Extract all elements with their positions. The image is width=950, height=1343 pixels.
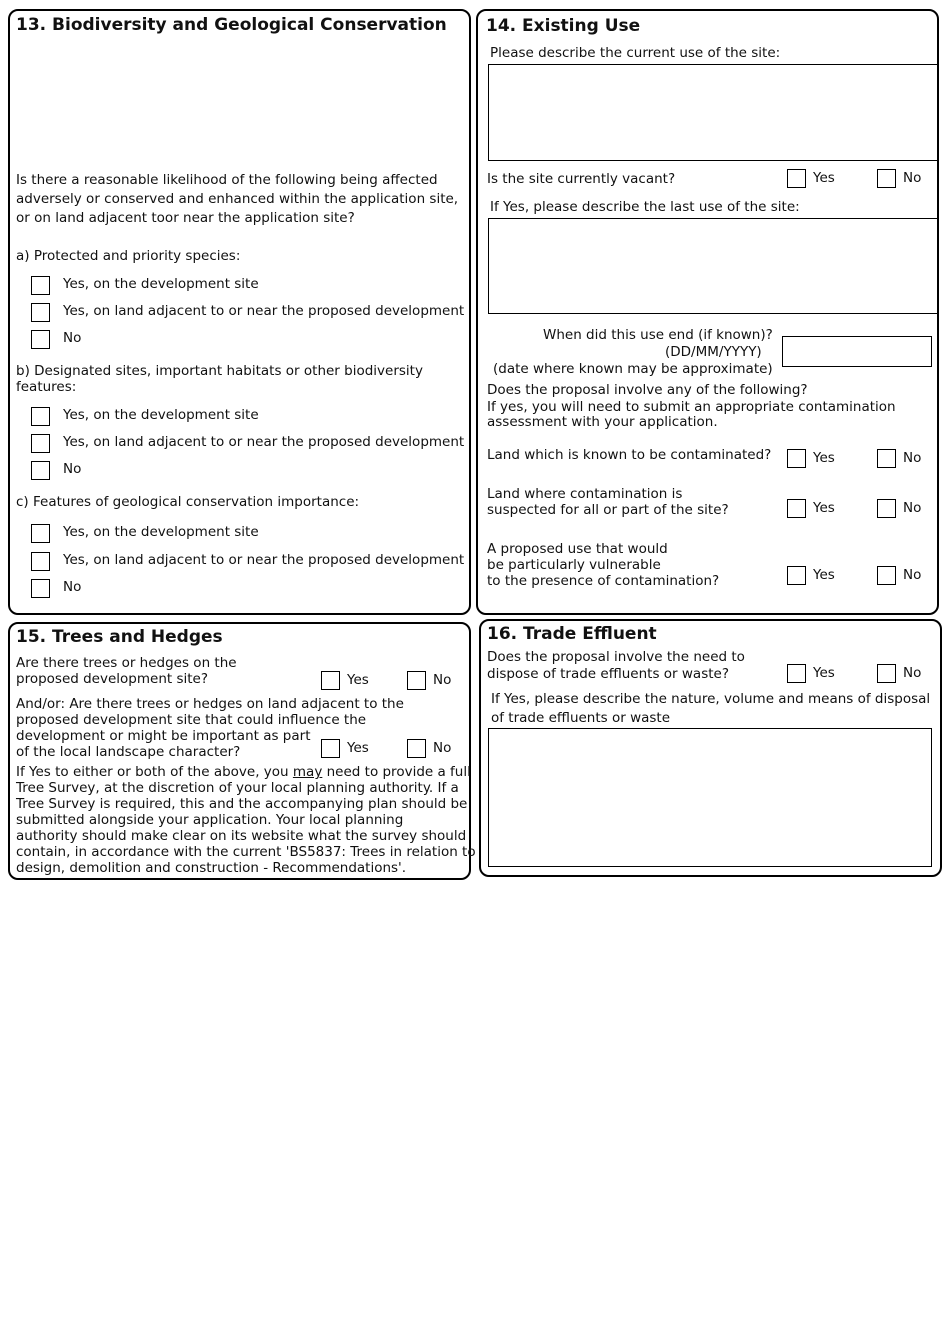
s16-describe-label: of trade effluents or waste — [491, 710, 671, 726]
s13-a-adjacent-label: Yes, on land adjacent to or near the proposed development — [63, 303, 465, 319]
s14-q1-yes-checkbox[interactable] — [787, 449, 806, 468]
s14-vacant-no-label: No — [903, 170, 922, 186]
s14-end-format: (DD/MM/YYYY) — [665, 344, 762, 360]
s16-describe-textarea[interactable] — [488, 728, 932, 867]
s15-note-line: Tree Survey, at the discretion of your local planning authority. If a — [16, 780, 459, 796]
s14-q1-no-checkbox[interactable] — [877, 449, 896, 468]
s13-a-no-label: No — [63, 330, 82, 346]
s15-q2-yes-label: Yes — [347, 740, 369, 756]
s14-contam-note: If yes, you will need to submit an appropriate contamination — [487, 399, 896, 415]
s16-yes-label: Yes — [813, 665, 835, 681]
s14-vacant-yes-label: Yes — [813, 170, 835, 186]
s15-q1-label: Are there trees or hedges on the — [16, 655, 237, 671]
section-16-title: 16. Trade Effluent — [487, 624, 657, 644]
s15-note-line: authority should make clear on its website what the survey should — [16, 828, 467, 844]
s14-q1-no-label: No — [903, 450, 922, 466]
s13-b-label: features: — [16, 379, 77, 395]
s13-c-no-label: No — [63, 579, 82, 595]
s13-c-label: c) Features of geological conservation importance: — [16, 494, 360, 510]
s16-describe-label: If Yes, please describe the nature, volume and means of disposal — [491, 691, 931, 707]
s15-q2-yes-checkbox[interactable] — [321, 739, 340, 758]
s16-q-label: dispose of trade effluents or waste? — [487, 666, 730, 682]
s14-end-note: (date where known may be approximate) — [493, 361, 773, 377]
s15-q1-no-checkbox[interactable] — [407, 671, 426, 690]
s15-note-line: Tree Survey is required, this and the accompanying plan should be — [16, 796, 468, 812]
s13-a-label: a) Protected and priority species: — [16, 248, 241, 264]
s14-q1-label: Land which is known to be contaminated? — [487, 447, 772, 463]
s14-contam-note: assessment with your application. — [487, 414, 718, 430]
s15-q2-label: development or might be important as part — [16, 728, 311, 744]
s13-b-no-label: No — [63, 461, 82, 477]
s14-q3-label: to the presence of contamination? — [487, 573, 720, 589]
s15-q1-label: proposed development site? — [16, 671, 209, 687]
s14-q3-label: be particularly vulnerable — [487, 557, 661, 573]
s13-b-site-label: Yes, on the development site — [63, 407, 259, 423]
s14-q3-yes-label: Yes — [813, 567, 835, 583]
s13-c-site-checkbox[interactable] — [31, 524, 50, 543]
s13-b-adjacent-checkbox[interactable] — [31, 434, 50, 453]
s15-note-line: contain, in accordance with the current 'BS5837: Trees in relation to — [16, 844, 476, 860]
s14-vacant-label: Is the site currently vacant? — [487, 171, 676, 187]
s13-b-no-checkbox[interactable] — [31, 461, 50, 480]
s14-end-label: When did this use end (if known)? — [543, 327, 773, 343]
s16-yes-checkbox[interactable] — [787, 664, 806, 683]
section-15-title: 15. Trees and Hedges — [16, 627, 223, 647]
s14-q2-yes-checkbox[interactable] — [787, 499, 806, 518]
s13-a-site-checkbox[interactable] — [31, 276, 50, 295]
s13-a-adjacent-checkbox[interactable] — [31, 303, 50, 322]
s15-note-line — [16, 764, 471, 780]
s14-current-use-label: Please describe the current use of the site: — [490, 45, 781, 61]
s14-q3-no-checkbox[interactable] — [877, 566, 896, 585]
s13-a-site-label: Yes, on the development site — [63, 276, 259, 292]
s15-note-line: submitted alongside your application. Your local planning — [16, 812, 404, 828]
s13-b-label: b) Designated sites, important habitats or other biodiversity — [16, 363, 423, 379]
s16-q-label: Does the proposal involve the need to — [487, 649, 745, 665]
s14-q2-yes-label: Yes — [813, 500, 835, 516]
s13-c-adjacent-checkbox[interactable] — [31, 552, 50, 571]
s15-q1-no-label: No — [433, 672, 452, 688]
s14-q3-yes-checkbox[interactable] — [787, 566, 806, 585]
s15-note-post: need to provide a full — [322, 764, 471, 780]
s14-vacant-no-checkbox[interactable] — [877, 169, 896, 188]
s13-b-adjacent-label: Yes, on land adjacent to or near the proposed development — [63, 434, 465, 450]
s14-q2-no-label: No — [903, 500, 922, 516]
s14-q2-label: suspected for all or part of the site? — [487, 502, 729, 518]
s14-last-use-label: If Yes, please describe the last use of the site: — [490, 199, 800, 215]
section-13-title: 13. Biodiversity and Geological Conservation — [16, 15, 447, 35]
s14-end-date-input[interactable] — [782, 336, 932, 367]
s13-a-no-checkbox[interactable] — [31, 330, 50, 349]
s13-b-site-checkbox[interactable] — [31, 407, 50, 426]
s15-note-line: design, demolition and construction - Recommendations'. — [16, 860, 407, 876]
s15-q2-label: proposed development site that could influence the — [16, 712, 367, 728]
s15-note-pre: If Yes to either or both of the above, you — [16, 764, 293, 780]
s15-note-may: may — [292, 764, 323, 780]
s15-q1-yes-label: Yes — [347, 672, 369, 688]
s15-q2-no-checkbox[interactable] — [407, 739, 426, 758]
s14-current-use-textarea[interactable] — [488, 64, 938, 161]
s15-q2-no-label: No — [433, 740, 452, 756]
s14-q2-label: Land where contamination is — [487, 486, 683, 502]
s13-intro-line: Is there a reasonable likelihood of the following being affected — [16, 172, 438, 188]
s14-q3-no-label: No — [903, 567, 922, 583]
s14-vacant-yes-checkbox[interactable] — [787, 169, 806, 188]
s14-q3-label: A proposed use that would — [487, 541, 668, 557]
s14-contam-question: Does the proposal involve any of the following? — [487, 382, 808, 398]
s13-c-adjacent-label: Yes, on land adjacent to or near the proposed development — [63, 552, 465, 568]
s13-intro-line: adversely or conserved and enhanced within the application site, — [16, 191, 459, 207]
s14-q2-no-checkbox[interactable] — [877, 499, 896, 518]
s13-c-no-checkbox[interactable] — [31, 579, 50, 598]
s16-no-checkbox[interactable] — [877, 664, 896, 683]
s14-last-use-textarea[interactable] — [488, 218, 938, 314]
s16-no-label: No — [903, 665, 922, 681]
s14-q1-yes-label: Yes — [813, 450, 835, 466]
s13-c-site-label: Yes, on the development site — [63, 524, 259, 540]
s15-q2-label: And/or: Are there trees or hedges on land adjacent to the — [16, 696, 404, 712]
section-14-title: 14. Existing Use — [486, 16, 641, 36]
s15-q2-label: of the local landscape character? — [16, 744, 241, 760]
s13-intro-line: or on land adjacent toor near the application site? — [16, 210, 355, 226]
s15-q1-yes-checkbox[interactable] — [321, 671, 340, 690]
